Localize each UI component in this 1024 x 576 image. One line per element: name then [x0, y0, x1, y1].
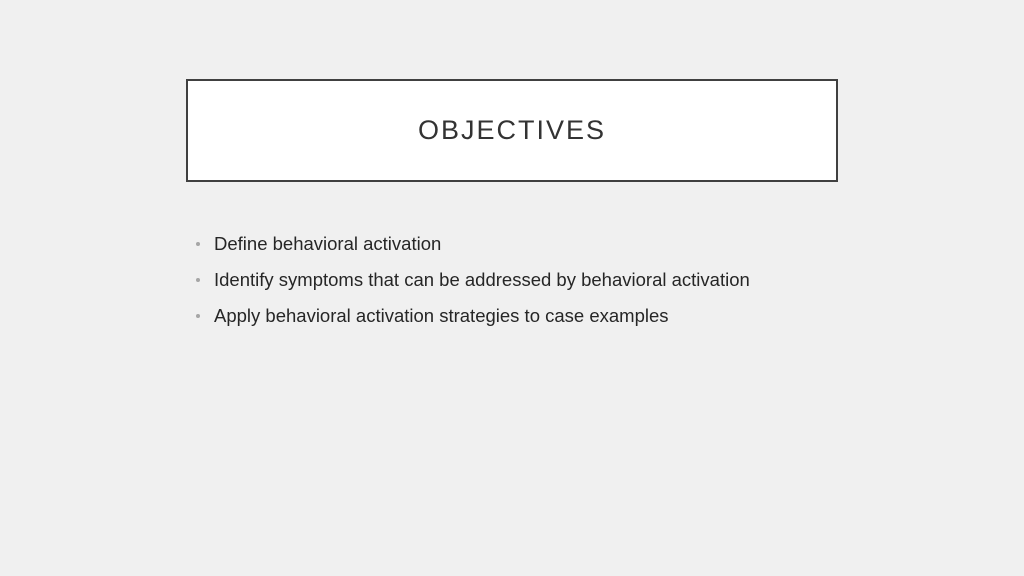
- slide-title: OBJECTIVES: [417, 115, 607, 145]
- list-item: [196, 298, 750, 334]
- bullet-list: [196, 226, 750, 334]
- bullet-text: Apply behavioral activation strategies to case examples: [214, 305, 669, 326]
- list-item: [196, 262, 750, 298]
- bullet-text: Identify symptoms that can be addressed by behavioral activation: [214, 269, 750, 290]
- bullet-text: Define behavioral activation: [214, 233, 442, 254]
- bullet-dot-icon: [196, 278, 200, 282]
- bullet-dot-icon: [196, 242, 200, 246]
- title-box: [186, 79, 838, 182]
- bullet-dot-icon: [196, 314, 200, 318]
- list-item: [196, 226, 750, 262]
